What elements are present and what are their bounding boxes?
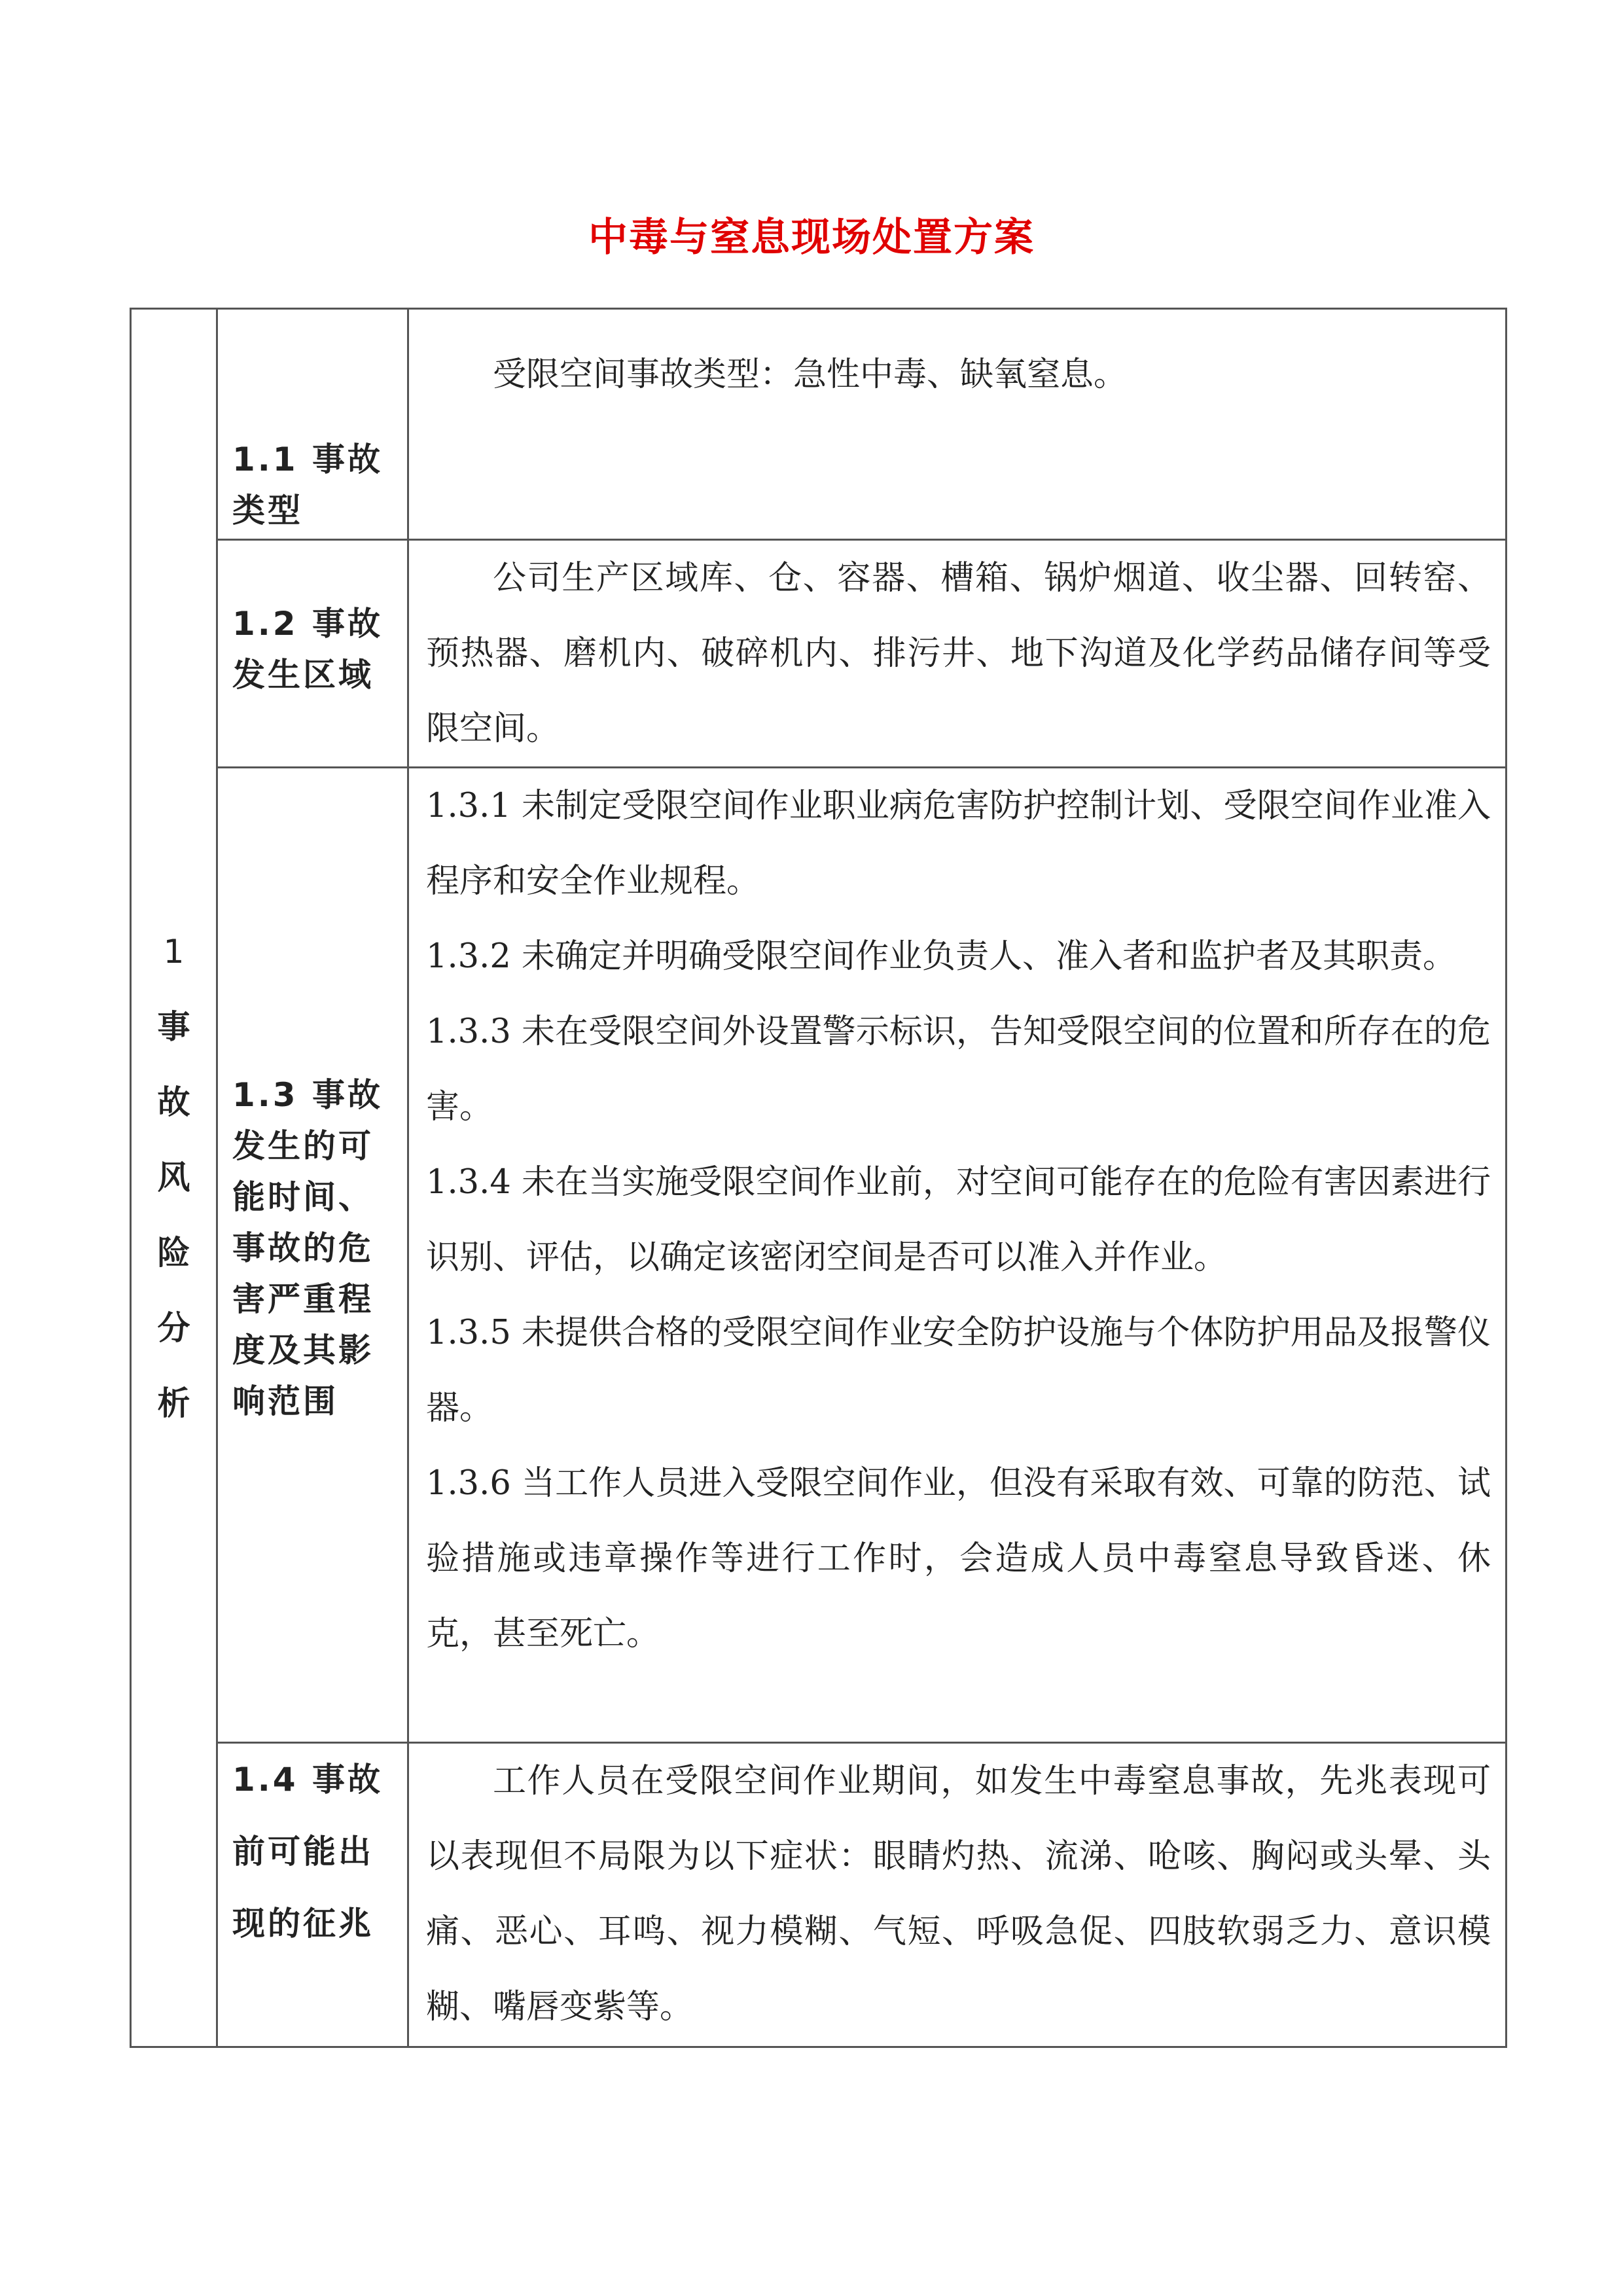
section-heading-char: 险 <box>157 1234 190 1272</box>
row-label: 1.2 事故发生区域 <box>232 605 383 694</box>
document-title: 中毒与窒息现场处置方案 <box>588 215 1035 260</box>
row-label-cell <box>217 768 408 1743</box>
table-row <box>131 768 1507 1743</box>
row-label-cell <box>217 540 408 768</box>
section-heading-char: 分 <box>157 1309 190 1347</box>
section-heading-char: 析 <box>157 1384 190 1422</box>
row-content-cell <box>408 540 1507 768</box>
row-content-cell <box>408 1743 1507 2047</box>
section-heading-char: 风 <box>157 1158 190 1196</box>
list-item: 1.3.1 未制定受限空间作业职业病危害防护控制计划、受限空间作业准入程序和安全作业规程。 <box>426 787 1491 901</box>
table-row <box>131 540 1507 768</box>
table-row <box>131 309 1507 540</box>
row-label-cell <box>217 1743 408 2047</box>
section-heading-char: 事 <box>157 1008 190 1046</box>
row-content-cell <box>408 309 1507 540</box>
risk-analysis-table <box>130 308 1507 2048</box>
row-label: 1.4 事故前可能出现的征兆 <box>232 1761 383 1943</box>
row-label-cell <box>217 309 408 540</box>
list-item: 1.3.4 未在当实施受限空间作业前，对空间可能存在的危险有害因素进行识别、评估，以确定该密闭空间是否可以准入并作业。 <box>426 1163 1491 1277</box>
row-content-cell <box>408 768 1507 1743</box>
content-paragraph: 工作人员在受限空间作业期间，如发生中毒窒息事故，先兆表现可以表现但不局限为以下症状：眼睛灼热、流涕、呛咳、胸闷或头晕、头痛、恶心、耳鸣、视力模糊、气短、呼吸急促、四肢软弱乏力、意识模糊、嘴唇变紫等。 <box>426 1762 1491 2026</box>
table-row <box>131 1743 1507 2047</box>
list-item: 1.3.5 未提供合格的受限空间作业安全防护设施与个体防护用品及报警仪器。 <box>426 1314 1491 1427</box>
section-number: 1 <box>163 933 185 971</box>
list-item: 1.3.6 当工作人员进入受限空间作业，但没有采取有效、可靠的防范、试验措施或违章操作等进行工作时，会造成人员中毒窒息导致昏迷、休克，甚至死亡。 <box>426 1464 1491 1653</box>
list-item: 1.3.3 未在受限空间外设置警示标识，告知受限空间的位置和所存在的危害。 <box>426 1013 1491 1126</box>
list-item: 1.3.2 未确定并明确受限空间作业负责人、准入者和监护者及其职责。 <box>426 937 1456 976</box>
content-paragraph: 公司生产区域库、仓、容器、槽箱、锅炉烟道、收尘器、回转窑、预热器、磨机内、破碎机内、排污井、地下沟道及化学药品储存间等受限空间。 <box>426 559 1491 748</box>
row-label: 1.3 事故发生的可能时间、事故的危害严重程度及其影响范围 <box>232 1076 383 1420</box>
section-heading-char: 故 <box>157 1083 190 1121</box>
content-paragraph: 受限空间事故类型：急性中毒、缺氧窒息。 <box>493 355 1128 394</box>
section-heading-cell <box>131 309 217 2047</box>
row-label: 1.1 事故类型 <box>232 440 383 529</box>
